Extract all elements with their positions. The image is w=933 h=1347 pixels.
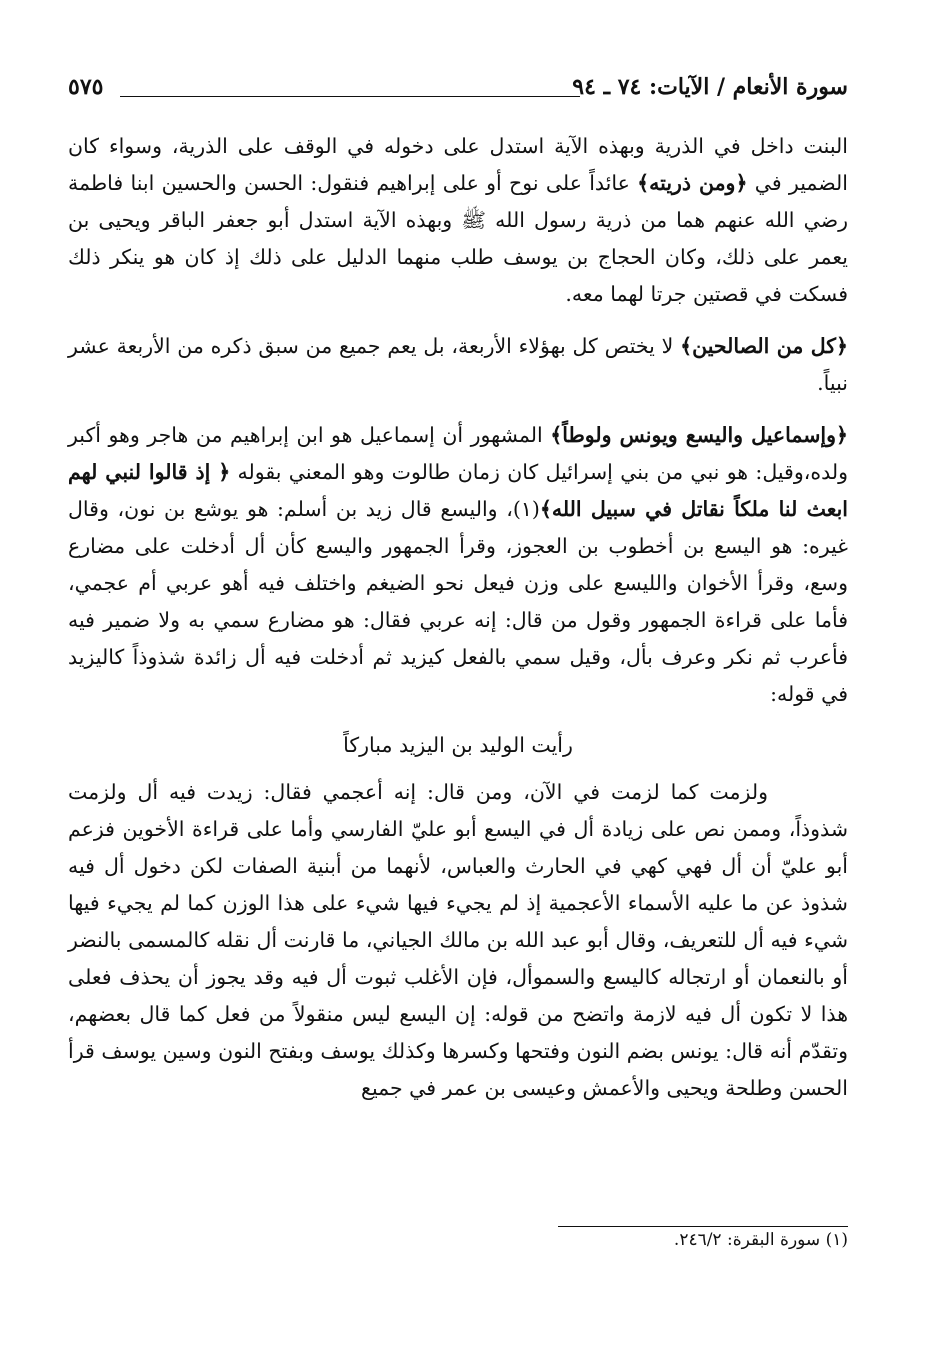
text-segment: ولزمت كما لزمت في الآن، ومن قال: إنه أعجمي فقال: زيدت فيه أل ولزمت شذوذاً، وممن نص على زيادة أل في اليسع أبو عليّ الفارسي وأما على قراءة الأخوين فزعم أبو عليّ أن أل فهي كهي في الحارث والعباس، لأنهما من أبنية الصفات لكن دخول أل فيه شذوذ عن ما عليه الأسماء الأعجمية إذ لم يجيء فيها شيء على هذا الوزن كما لم يجيء فيها شيء فيه أل للتعريف، وقال أبو عبد الله بن مالك الجياني، ما قارنت أل نقله كالمسمى بالنضر أو بالنعمان أو ارتجاله كاليسع والسموأل، فإن الأغلب ثبوت أل فيه وقد يجوز أن يحذف فعلى هذا لا تكون أل فيه لازمة واتضح من قوله: إن اليسع ليس منقولاً من فعل كما قال بعضهم، وتقدّم أنه قال: يونس بضم النون وفتحها وكسرها وكذلك يوسف وبفتح النون وسين يوسف قرأ الحسن وطلحة ويحيى والأعمش وعيسى بن عمر في جميع — [68, 780, 848, 1100]
text-segment: لا يختص كل بهؤلاء الأربعة، بل يعم جميع من سبق ذكره من الأربعة عشر نبياً. — [68, 334, 848, 395]
footnote: (١) سورة البقرة: ٢٤٦/٢. — [673, 1230, 848, 1250]
body-text — [68, 128, 848, 1107]
running-title: سورة الأنعام / الآيات: ٧٤ ـ ٩٤ — [572, 74, 848, 100]
footnote-rule — [558, 1226, 848, 1227]
paragraph-2 — [68, 328, 848, 402]
text-segment: عائداً على نوح أو على إبراهيم فنقول: الحسن والحسين ابنا فاطمة رضي الله عنهم هما من ذرية رسول الله ﷺ وبهذه الآية استدل أبو جعفر الباقر ويحيى بن يعمر على ذلك، وكان الحجاج بن يوسف طلب منهما الدليل على ذلك إذ كان هو ينكر ذلك فسكت في قصتين جرتا لهما معه. — [68, 171, 848, 306]
quran-quote: ﴿ومن ذريته﴾ — [637, 171, 748, 195]
text-segment: (١)، واليسع قال زيد بن أسلم: هو يوشع بن نون، وقال غيره: هو اليسع بن أخطوب بن العجوز، وقرأ الجمهور واليسع كأن أل أدخلت على مضارع وسع، وقرأ الأخوان والليسع على وزن فيعل نحو الضيغم واختلف فيه أهو عربي أم عجمي، فأما على قراءة الجمهور وقول من قال: إنه عربي فقال: هو مضارع سمي به ولا ضمير فيه فأعرب ثم نكر وعرف بأل، وقيل سمي بالفعل كيزيد ثم أدخلت فيه أل زائدة شذوذاً كاليزيد في قوله: — [68, 497, 848, 706]
quran-quote: ﴿ إذ قالوا لنبي لهم ابعث لنا ملكاً نقاتل في سبيل الله﴾ — [68, 460, 848, 521]
quran-quote: ﴿وإسماعيل واليسع ويونس ولوطاً﴾ — [550, 423, 848, 447]
paragraph-4 — [68, 774, 848, 1107]
text-segment: المشهور أن إسماعيل هو ابن إبراهيم من هاجر وهو أكبر ولده،وقيل: هو نبي من بني إسرائيل كان زمان طالوت وهو المعني بقوله — [68, 423, 848, 484]
paragraph-1 — [68, 128, 848, 313]
poetry-verse: رأيت الوليد بن اليزيد مباركاً — [343, 733, 573, 757]
quran-quote: ﴿كل من الصالحين﴾ — [680, 334, 849, 358]
page-header — [68, 70, 848, 110]
text-segment: البنت داخل في الذرية وبهذه الآية استدل على دخوله في الوقف على الذرية، وسواء كان الضمير في — [68, 134, 848, 195]
paragraph-3 — [68, 417, 848, 713]
header-rule — [120, 96, 580, 97]
page-number: ٥٧٥ — [68, 74, 104, 100]
